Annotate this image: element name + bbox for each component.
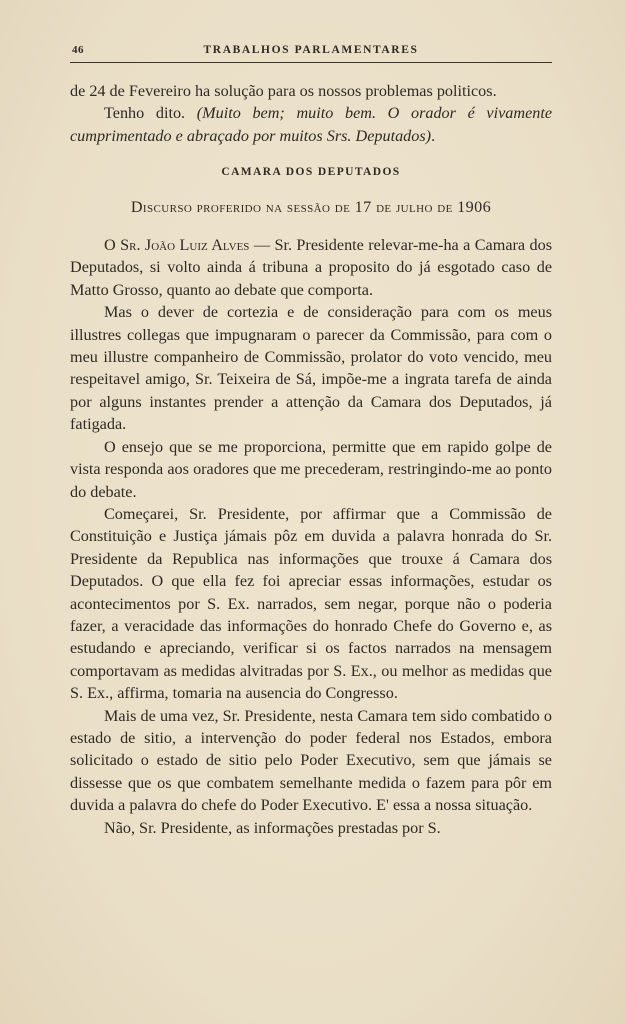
section-heading: CAMARA DOS DEPUTADOS [221, 166, 401, 179]
paragraph-speech-opening [70, 234, 552, 301]
closing-period: . [431, 126, 436, 145]
paragraph: Mas o dever de cortezia e de consideração para com os meus illustres collegas que impugnaram o parecer da Commissão, para com o meu illustre companheiro de Commissão, prolator do voto vencido, meu respeitavel amigo, Sr. Teixeira de Sá, impõe-me a ingrata tarefa de ainda por alguns instantes prender a attenção da Camara dos Deputados, já fatigada. [70, 303, 552, 434]
speech-subheading: Discurso proferido na sessão de 17 de julho de 1906 [130, 197, 492, 216]
running-title: TRABALHOS PARLAMENTARES [203, 44, 419, 56]
paragraph: O ensejo que se me proporciona, permitte que em rapido golpe de vista responda aos oradores que me precederam, restringindo-me ao ponto do debate. [70, 437, 552, 501]
paragraph: Mais de uma vez, Sr. Presidente, nesta Camara tem sido combatido o estado de sitio, a intervenção do poder federal nos Estados, embora solicitado o estado de sitio pelo Poder Executivo, sem que jámais se dissesse que os que combatem semelhante medida o fazem para pôr em duvida a palavra do chefe do Poder Executivo. E' essa a nossa situação. [70, 706, 552, 815]
paragraph-continuation: de 24 de Fevereiro ha solução para os nossos problemas politicos. [70, 82, 497, 100]
page-body [70, 80, 552, 839]
applause-note: (Muito bem; muito bem. O orador é vivamente cumprimentado e abraçado por muitos Srs. Deputados) [70, 104, 553, 145]
paragraph: Começarei, Sr. Presidente, por affirmar que a Commissão de Constituição e Justiça jámais pôz em duvida a palavra honrada do Sr. Presidente da Republica nas informações que trouxe á Camara dos Deputados. O que ella fez foi apreciar essas informações, estudar os acontecimentos por S. Ex. narrados, sem negar, porque não o poderia fazer, a veracidade das informações do honrado Chefe do Governo e, as estudando e apreciando, verificar si os factos narrados na mensagem comportavam as medidas alvitradas por S. Ex., ou melhor as medidas que S. Ex., affirma, tomaria na ausencia do Congresso. [70, 504, 552, 703]
page-header [70, 40, 552, 63]
speaker-name: O Sr. João Luiz Alves [104, 236, 250, 255]
speech-opening-text: — Sr. Presidente relevar-me-ha a Camara dos Deputados, si volto ainda á tribuna a proposito do já esgotado caso de Matto Grosso, quanto ao debate que comporta. [70, 236, 553, 299]
paragraph-closing [70, 102, 552, 147]
page-number: 46 [72, 44, 84, 56]
closing-text: Tenho dito. [104, 104, 186, 123]
paragraph: Não, Sr. Presidente, as informações prestadas por S. [104, 818, 441, 837]
